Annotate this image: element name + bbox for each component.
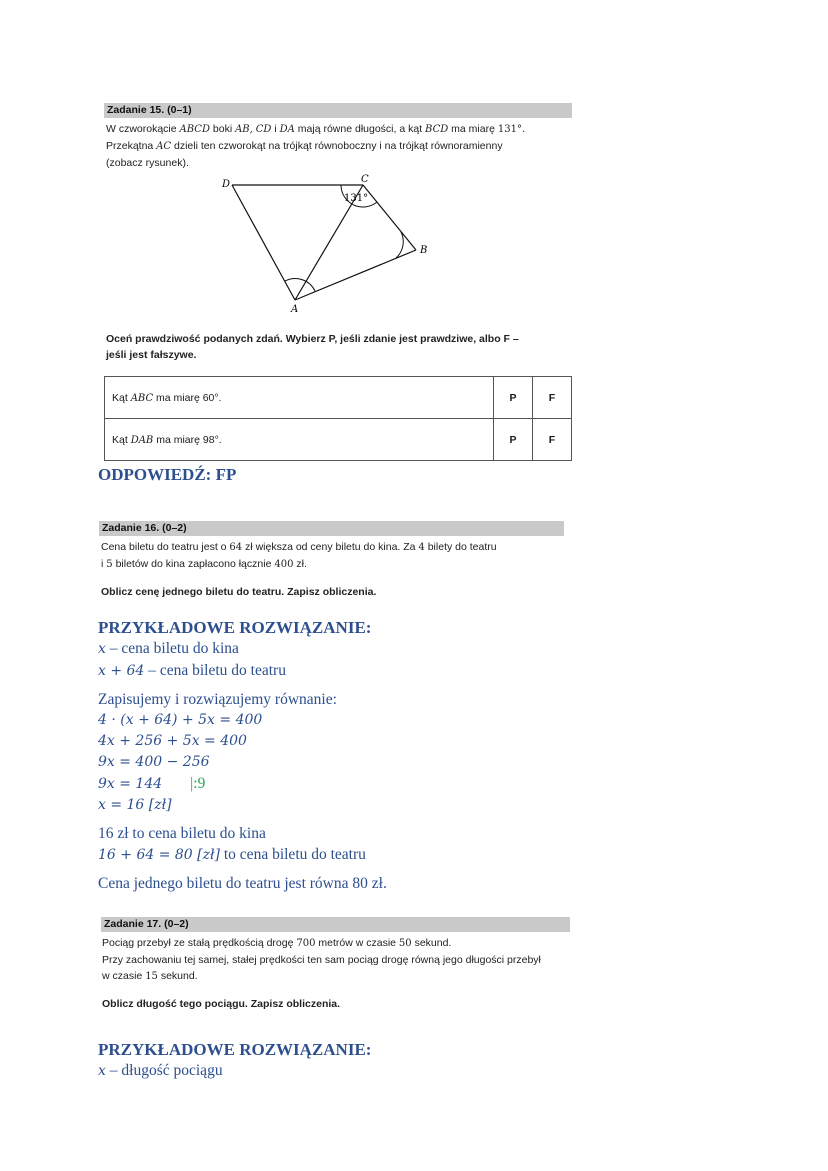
task17-line2: Przy zachowaniu tej samej, stałej prędkości ten sam pociąg drogę równą jego długości przebył: [102, 954, 541, 966]
task17-header: Zadanie 17. (0–2): [101, 917, 570, 932]
side-ba: [295, 250, 416, 300]
task15-text: [106, 121, 576, 171]
option-f-row1[interactable]: F: [533, 377, 572, 419]
task16-line2: i 5 biletów do kina zapłacono łącznie 400 zł.: [101, 558, 307, 570]
statement-2: Kąt DAB ma miarę 98°.: [105, 419, 494, 461]
task17-text: [102, 935, 572, 985]
task17-line1: Pociąg przebył ze stałą prędkością drogę 700 metrów w czasie 50 sekund.: [102, 937, 452, 949]
option-p-row1[interactable]: P: [494, 377, 533, 419]
table-row: [105, 419, 572, 461]
task15-answer: ODPOWIEDŹ: FP: [98, 465, 237, 484]
task17-instruction: Oblicz długość tego pociągu. Zapisz obliczenia.: [102, 998, 341, 1010]
angle-arc-b: [396, 232, 403, 258]
true-false-table: [104, 376, 572, 461]
vertex-label-a: A: [291, 304, 299, 315]
task15-line2: Przekątna AC dzieli ten czworokąt na trójkąt równoboczny i na trójkąt równoramienny: [106, 140, 503, 152]
side-cb: [363, 185, 416, 250]
option-f-row2[interactable]: F: [533, 419, 572, 461]
vertex-label-d: D: [222, 179, 231, 190]
task16-instruction: Oblicz cenę jednego biletu do teatru. Zapisz obliczenia.: [101, 586, 377, 598]
task15-instruction: Oceń prawdziwość podanych zdań. Wybierz P, jeśli zdanie jest prawdziwe, albo F – jeśli jest fałszywe.: [106, 333, 519, 361]
vertex-label-c: C: [361, 174, 369, 185]
task17-line3: w czasie 15 sekund.: [102, 970, 198, 982]
option-p-row2[interactable]: P: [494, 419, 533, 461]
task15-line3: (zobacz rysunek).: [106, 157, 189, 169]
task16-header: Zadanie 16. (0–2): [99, 521, 564, 536]
vertex-label-b: B: [420, 245, 428, 256]
table-row: [105, 377, 572, 419]
side-da: [232, 185, 295, 300]
quadrilateral-figure: [210, 170, 440, 320]
task15-header: Zadanie 15. (0–1): [104, 103, 572, 118]
angle-label-131: 131°: [344, 193, 369, 204]
task15-line1: W czworokącie ABCD boki AB, CD i DA mają równe długości, a kąt BCD ma miarę 131°.: [106, 123, 526, 135]
task17-solution: PRZYKŁADOWE ROZWIĄZANIE: x – długość pociągu: [98, 1040, 372, 1079]
task16-line1: Cena biletu do teatru jest o 64 zł większa od ceny biletu do kina. Za 4 bilety do teatru: [101, 541, 497, 553]
task16-solution: PRZYKŁADOWE ROZWIĄZANIE: x – cena biletu do kina x + 64 – cena biletu do teatru Zapisujemy i rozwiązujemy równanie: 4 · (x + 64) + 5x = 400 4x + 256 + 5x = 400 9x = 400 − 256 9x = 144 |:9 x = 16 [zł] 16 zł to cena biletu do kina 16 + 64 = 80 [zł] to cena biletu do teatru Cena jednego biletu do teatru jest równa 80 zł.: [98, 618, 387, 892]
task16-text: [101, 539, 571, 573]
statement-1: Kąt ABC ma miarę 60°.: [105, 377, 494, 419]
